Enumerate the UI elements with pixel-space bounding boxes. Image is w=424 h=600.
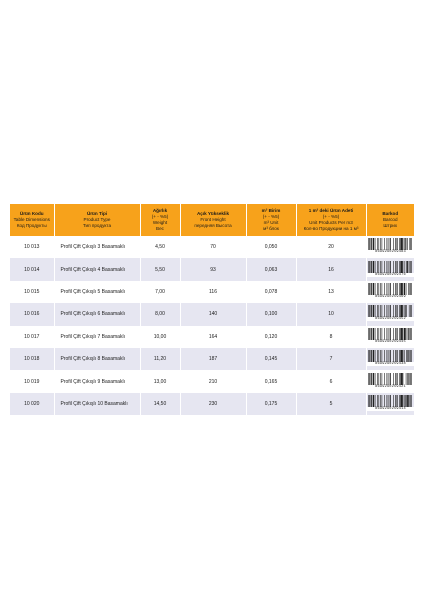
product-code-cell: 10 018	[10, 348, 54, 370]
table-row	[10, 326, 414, 348]
header-front-height-line: передняя Высота	[194, 223, 232, 228]
product-type-cell: Profil Çift Çıkışlı 5 Basamaklı	[54, 281, 140, 303]
header-barcode	[366, 204, 414, 236]
weight-cell: 11,20	[140, 348, 180, 370]
barcode-image	[367, 395, 415, 413]
header-product-type-line: Тип продукта	[82, 223, 112, 228]
barcode-image	[367, 328, 415, 346]
barcode-bars	[367, 238, 413, 250]
table-row	[10, 348, 414, 370]
barcode-number: 8699290259476	[367, 273, 415, 277]
barcode-number: 8699290259452	[367, 317, 415, 321]
header-product-code-line: Ürün Kodu	[19, 211, 44, 216]
units-per-m3-cell: 8	[296, 326, 366, 348]
header-row	[10, 204, 414, 236]
front-height-cell: 93	[180, 258, 246, 280]
header-weight-line: (+ - %5)	[151, 214, 169, 219]
barcode-number: 8699290259414	[367, 407, 415, 411]
table-row	[10, 236, 414, 258]
m3-unit-cell: 0,120	[246, 326, 296, 348]
barcode-image	[367, 283, 415, 301]
header-units-per-m3	[296, 204, 366, 236]
product-code-cell: 10 013	[10, 236, 54, 258]
units-per-m3-cell: 13	[296, 281, 366, 303]
header-front-height	[180, 204, 246, 236]
header-product-code-line: Код Продукты	[16, 223, 47, 228]
product-type-cell: Profil Çift Çıkışlı 6 Basamaklı	[54, 303, 140, 325]
header-m3-unit-line: m³ Unit	[263, 220, 279, 225]
units-per-m3-cell: 10	[296, 303, 366, 325]
barcode-cell	[366, 348, 414, 370]
product-code-cell: 10 019	[10, 370, 54, 392]
barcode-number: 8699290259469	[367, 295, 415, 299]
m3-unit-cell: 0,145	[246, 348, 296, 370]
barcode-cell	[366, 303, 414, 325]
front-height-cell: 140	[180, 303, 246, 325]
product-code-cell: 10 016	[10, 303, 54, 325]
m3-unit-cell: 0,063	[246, 258, 296, 280]
product-type-cell: Profil Çift Çıkışlı 4 Basamaklı	[54, 258, 140, 280]
header-units-per-m3-line: Unit Products Per m3	[309, 220, 353, 225]
units-per-m3-cell: 20	[296, 236, 366, 258]
weight-cell: 13,00	[140, 370, 180, 392]
header-weight-line: Weight	[152, 220, 168, 225]
front-height-cell: 70	[180, 236, 246, 258]
barcode-image	[367, 373, 415, 391]
header-m3-unit-line: m³ Birim	[261, 208, 281, 213]
table-header	[10, 204, 414, 236]
barcode-number: 8699290259421	[367, 385, 415, 389]
header-product-type-line: Ürün Tipi	[86, 211, 108, 216]
header-front-height-line: Front Height	[200, 217, 226, 222]
barcode-bars	[367, 328, 413, 340]
header-units-per-m3-line: (+ - %5)	[322, 214, 340, 219]
product-type-cell: Profil Çift Çıkışlı 3 Basamaklı	[54, 236, 140, 258]
weight-cell: 14,50	[140, 393, 180, 415]
barcode-bars	[367, 350, 413, 362]
table-row	[10, 303, 414, 325]
m3-unit-cell: 0,175	[246, 393, 296, 415]
header-barcode-line: Barkod	[382, 211, 399, 216]
table-body	[10, 236, 414, 415]
barcode-cell	[366, 281, 414, 303]
barcode-cell	[366, 393, 414, 415]
front-height-cell: 116	[180, 281, 246, 303]
product-code-cell: 10 015	[10, 281, 54, 303]
header-weight-line: Вес	[156, 226, 164, 231]
barcode-cell	[366, 326, 414, 348]
barcode-bars	[367, 283, 413, 295]
barcode-image	[367, 350, 415, 368]
header-weight-line: Ağırlık	[152, 208, 168, 213]
table-row	[10, 370, 414, 392]
barcode-number: 8699290259483	[367, 250, 415, 254]
header-product-type	[54, 204, 140, 236]
product-type-cell: Profil Çift Çıkışlı 10 Basamaklı	[54, 393, 140, 415]
table-row	[10, 281, 414, 303]
units-per-m3-cell: 5	[296, 393, 366, 415]
header-units-per-m3-line: 1 m³ deki Ürün Adeti	[308, 208, 354, 213]
header-barcode-line: Barcod	[382, 217, 398, 222]
header-m3-unit-line: (+ - %5)	[262, 214, 280, 219]
barcode-bars	[367, 395, 413, 407]
barcode-cell	[366, 258, 414, 280]
front-height-cell: 187	[180, 348, 246, 370]
weight-cell: 7,00	[140, 281, 180, 303]
m3-unit-cell: 0,078	[246, 281, 296, 303]
product-spec-table	[10, 204, 414, 415]
weight-cell: 5,50	[140, 258, 180, 280]
units-per-m3-cell: 6	[296, 370, 366, 392]
barcode-bars	[367, 305, 413, 317]
product-code-cell: 10 014	[10, 258, 54, 280]
front-height-cell: 230	[180, 393, 246, 415]
barcode-image	[367, 305, 415, 323]
m3-unit-cell: 0,165	[246, 370, 296, 392]
m3-unit-cell: 0,050	[246, 236, 296, 258]
table-row	[10, 393, 414, 415]
barcode-number: 8699290259438	[367, 362, 415, 366]
front-height-cell: 164	[180, 326, 246, 348]
units-per-m3-cell: 7	[296, 348, 366, 370]
weight-cell: 8,00	[140, 303, 180, 325]
barcode-number: 8699290259445	[367, 340, 415, 344]
barcode-image	[367, 261, 415, 279]
product-code-cell: 10 020	[10, 393, 54, 415]
barcode-cell	[366, 370, 414, 392]
header-product-code	[10, 204, 54, 236]
header-weight	[140, 204, 180, 236]
barcode-bars	[367, 261, 413, 273]
header-barcode-line: Штрих	[383, 223, 398, 228]
header-front-height-line: Açık Yükseklik	[196, 211, 230, 216]
weight-cell: 10,00	[140, 326, 180, 348]
header-m3-unit	[246, 204, 296, 236]
units-per-m3-cell: 16	[296, 258, 366, 280]
header-product-type-line: Product Type	[83, 217, 111, 222]
product-spec-table-container	[10, 204, 414, 415]
table-row	[10, 258, 414, 280]
product-code-cell: 10 017	[10, 326, 54, 348]
product-type-cell: Profil Çift Çıkışlı 7 Basamaklı	[54, 326, 140, 348]
product-type-cell: Profil Çift Çıkışlı 8 Basamaklı	[54, 348, 140, 370]
header-product-code-line: Table Dimensions	[13, 217, 50, 222]
barcode-image	[367, 238, 415, 256]
front-height-cell: 210	[180, 370, 246, 392]
barcode-bars	[367, 373, 413, 385]
header-units-per-m3-line: Кол-во Продукции на 1 м³	[303, 226, 359, 231]
barcode-cell	[366, 236, 414, 258]
product-type-cell: Profil Çift Çıkışlı 9 Basamaklı	[54, 370, 140, 392]
weight-cell: 4,50	[140, 236, 180, 258]
header-m3-unit-line: м³ блок	[263, 226, 279, 231]
m3-unit-cell: 0,100	[246, 303, 296, 325]
